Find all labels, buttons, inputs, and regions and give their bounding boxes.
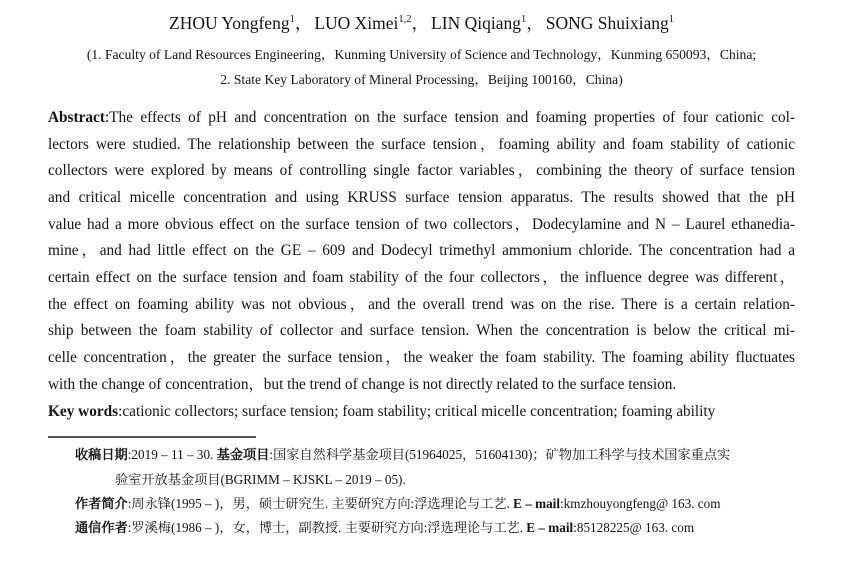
author-1 xyxy=(169,13,295,33)
author-bio-text: :周永锋(1995 – )，男，硕士研究生. 主要研究方向:浮选理论与工艺. xyxy=(127,496,514,512)
affiliations xyxy=(0,42,843,92)
author-2 xyxy=(314,13,411,33)
corresponding-author-label: 通信作者 xyxy=(75,520,128,536)
author-3-name: LIN Qiqiang xyxy=(431,12,521,33)
footnote-divider xyxy=(48,436,256,438)
footnote-author-bio-line xyxy=(48,492,828,516)
footnote-corresponding-author-line xyxy=(48,516,828,540)
email-label: E – mail xyxy=(526,520,574,536)
author-bio-email: :kmzhouyongfeng@ 163. com xyxy=(560,496,721,512)
authors-line xyxy=(0,0,843,38)
abstract-line: collectors were explored by means of controlling single factor variables，combining the theory of surface tension xyxy=(48,162,795,180)
fund-label: 基金项目 xyxy=(216,447,270,463)
abstract-line: mine，and had little effect on the GE – 609 and Dodecyl trimethyl ammonium chloride. The concentration had a xyxy=(48,242,795,260)
abstract-line: and critical micelle concentration and using KRUSS surface tension apparatus. The results showed that the pH xyxy=(48,188,795,206)
fund-text-line2: 验室开放基金项目(BGRIMM – KJSKL – 2019 – 05). xyxy=(115,471,406,487)
author-bio-label: 作者简介 xyxy=(75,496,128,512)
author-4-name: SONG Shuixiang xyxy=(545,12,669,33)
author-separator: ， xyxy=(411,12,432,33)
keywords-label: Key words xyxy=(48,402,119,420)
footnote-received-fund-line xyxy=(48,443,828,467)
author-separator: ， xyxy=(526,12,546,33)
abstract-line: the effect on foaming ability was not obvious，and the overall trend was on the rise. There is a certain relation- xyxy=(48,295,795,313)
received-date-text: :2019 – 11 – 30. xyxy=(127,447,217,463)
affiliation-line-1: (1. Faculty of Land Resources Engineering，Kunming University of Science and Technology，Kunming 650093，China; xyxy=(86,46,757,62)
abstract-line: certain effect on the surface tension and foam stability of the four collectors，the influence degree was different， xyxy=(48,269,795,287)
abstract-line: celle concentration，the greater the surface tension，the weaker the foam stability. The foaming ability fluctuates xyxy=(48,349,795,367)
author-4-superscript: 1 xyxy=(668,14,674,25)
abstract xyxy=(48,105,795,425)
abstract-line xyxy=(48,105,795,132)
author-2-name: LUO Ximei xyxy=(314,12,399,33)
corresponding-author-text: :罗溪梅(1986 – )，女，博士，副教授. 主要研究方向:浮选理论与工艺. xyxy=(127,520,527,536)
affiliation-line-2: 2. State Key Laboratory of Mineral Processing，Beijing 100160，China) xyxy=(220,71,623,87)
fund-text-line1: :国家自然科学基金项目(51964025，51604130)；矿物加工科学与技术国家重点实 xyxy=(269,447,731,463)
abstract-text: :The effects of pH and concentration on the surface tension and foaming properties of four cationic col- xyxy=(104,108,795,126)
abstract-line: value had a more obvious effect on the surface tension of two collectors，Dodecylamine and N – Laurel ethanedia- xyxy=(48,215,795,233)
footnote xyxy=(48,443,828,541)
author-3 xyxy=(431,13,526,33)
author-3-superscript: 1 xyxy=(520,14,527,25)
email-label: E – mail xyxy=(513,496,560,512)
keywords-text: :cationic collectors; surface tension; foam stability; critical micelle concentration; foaming ability xyxy=(118,402,716,420)
abstract-line: with the change of concentration，but the trend of change is not directly related to the surface tension. xyxy=(48,375,677,393)
corresponding-author-email: :85128225@ 163. com xyxy=(573,520,695,536)
author-2-superscript: 1,2 xyxy=(398,14,412,25)
abstract-line: ship between the foam stability of collector and surface tension. When the concentration is below the critical mi- xyxy=(48,322,795,340)
abstract-label: Abstract xyxy=(48,108,105,126)
author-1-superscript: 1 xyxy=(289,14,295,25)
keywords-line xyxy=(48,399,795,426)
footnote-fund-continuation-line xyxy=(48,468,828,492)
author-4 xyxy=(546,13,674,33)
author-1-name: ZHOU Yongfeng xyxy=(169,12,290,33)
received-date-label: 收稿日期 xyxy=(75,447,128,463)
author-separator: ， xyxy=(294,12,315,33)
abstract-line: lectors were studied. The relationship between the surface tension，foaming ability and foam stability of cationic xyxy=(48,135,795,153)
